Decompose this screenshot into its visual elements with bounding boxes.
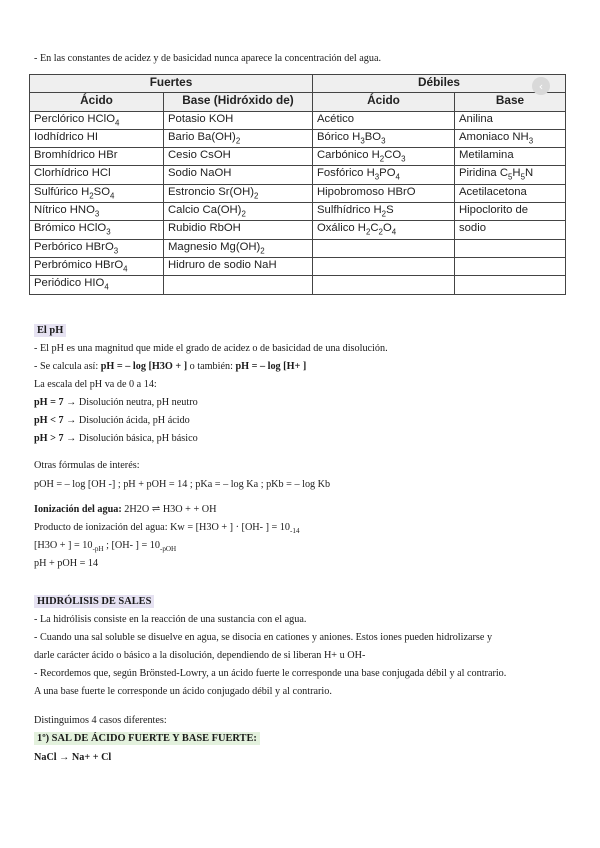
table-cell: Sodio NaOH [164,166,313,184]
ionic-product: Producto de ionización del agua: Kw = [H3O + ] · [OH- ] = $10_{-14}$ [34,522,300,536]
ph-poh-sum: pH + pOH = 14 [34,558,99,569]
column-header: Base [455,93,566,111]
table-row [30,166,566,184]
table-cell [313,257,455,275]
section-heading-hydrolysis: HIDRÓLISIS DE SALES [34,595,154,608]
table-cell: Bórico $H_3BO_3$ [313,129,455,147]
table-row [30,129,566,147]
section-heading-ph: El pH [34,324,66,337]
table-row [30,184,566,202]
table-cell: Nítrico $HNO_3$ [30,203,164,221]
table-cell: Sulfhídrico $H_2S$ [313,203,455,221]
case1-equation: NaCl → Na+ + Cl [34,752,112,763]
table-cell: Clorhídrico HCl [30,166,164,184]
table-cell: Sulfúrico $H_2SO_4$ [30,184,164,202]
table-group-header-row [30,75,566,93]
table-cell: Oxálico $H_2C_2O_4$ [313,221,455,239]
intro-note: - En las constantes de acidez y de basicidad nunca aparece la concentración del agua. [34,53,382,64]
table-row [30,276,566,294]
ph-case-acid: pH < 7 → Disolución ácida, pH ácido [34,415,190,426]
acid-base-table [29,74,565,299]
table-row [30,203,566,221]
table-cell: Metilamina [455,148,566,166]
table-cell: Rubidio RbOH [164,221,313,239]
table-cell [455,276,566,294]
group-header-weak: Débiles [313,75,566,93]
table-column-header-row [30,93,566,111]
table-cell: Iodhídrico HI [30,129,164,147]
column-header: Base (Hidróxido de) [164,93,313,111]
group-header-strong: Fuertes [30,75,313,93]
table-cell: Hipoclorito de [455,203,566,221]
table-cell: Calcio $Ca(OH)_2$ [164,203,313,221]
table-cell [455,239,566,257]
table-row [30,257,566,275]
table-cell: Fosfórico $H_3PO_4$ [313,166,455,184]
table-cell: Acetilacetona [455,184,566,202]
table-cell: Hidruro de sodio NaH [164,257,313,275]
ph-calculation: - Se calcula así: pH = – log [H3O + ] o también: pH = – log [H+ ] [34,361,307,372]
water-ionization: Ionización del agua: 2H2O ⇌ H3O + + OH [34,504,217,515]
hydrolysis-p2b: darle carácter ácido o básico a la disolución, dependiendo de si liberan H+ u OH- [34,650,366,661]
table-row [30,239,566,257]
chevron-left-icon[interactable]: ‹ [532,77,550,95]
table-cell: Hipobromoso HBrO [313,184,455,202]
hydrolysis-p1: - La hidrólisis consiste en la reacción de una sustancia con el agua. [34,614,307,625]
column-header: Ácido [30,93,164,111]
ph-scale: La escala del pH va de 0 a 14: [34,379,157,390]
table-cell: Estroncio $Sr(OH)_2$ [164,184,313,202]
table-cell: sodio [455,221,566,239]
other-formulas-label: Otras fórmulas de interés: [34,460,140,471]
case1-heading: 1º) SAL DE ÁCIDO FUERTE Y BASE FUERTE: [34,732,260,745]
table-cell [455,257,566,275]
ph-case-basic: pH > 7 → Disolución básica, pH básico [34,433,198,444]
cases-intro: Distinguimos 4 casos diferentes: [34,715,167,726]
concentration-relations: [H3O + ] = $10_{-pH}$ ; [OH- ] = $10_{-pOH}$ [34,540,177,554]
table-cell: Bario $Ba(OH)_2$ [164,129,313,147]
table-row [30,221,566,239]
other-formulas: pOH = – log [OH -] ; pH + pOH = 14 ; pKa = – log Ka ; pKb = – log Kb [34,479,331,490]
table-cell: Periódico $HIO_4$ [30,276,164,294]
table-cell [313,276,455,294]
ph-formula: pH = – log [H3O + ] [100,361,188,372]
table-cell [164,276,313,294]
table-cell: Bromhídrico HBr [30,148,164,166]
table-cell: Cesio CsOH [164,148,313,166]
ph-case-neutral: pH = 7 → Disolución neutra, pH neutro [34,397,198,408]
hydrolysis-p3a: - Recordemos que, según Brönsted-Lowry, a un ácido fuerte le corresponde una base conjugada débil y al contrario. [34,668,507,679]
table-cell: Perbórico HBrO$_3$ [30,239,164,257]
hydrolysis-p2a: - Cuando una sal soluble se disuelve en agua, se disocia en cationes y aniones. Estos iones pueden hidrolizarse y [34,632,493,643]
table-cell: Carbónico $H_2CO_3$ [313,148,455,166]
table-cell: Acético [313,111,455,129]
ph-formula-alt: pH = – log [H+ ] [235,361,307,372]
table-cell [313,239,455,257]
table-cell: Anilina [455,111,566,129]
hydrolysis-p3b: A una base fuerte le corresponde un ácido conjugado débil y al contrario. [34,686,332,697]
column-header: Ácido [313,93,455,111]
table-row [30,111,566,129]
table-cell: Perbrómico HBrO$_4$ [30,257,164,275]
table-cell: Brómico HClO$_3$ [30,221,164,239]
ph-definition: - El pH es una magnitud que mide el grado de acidez o de basicidad de una disolución. [34,343,388,354]
table-cell: Piridina $C_5H_5N$ [455,166,566,184]
table-row [30,148,566,166]
table-cell: Potasio KOH [164,111,313,129]
table-cell: Amoniaco $NH_3$ [455,129,566,147]
table-cell: Magnesio $Mg(OH)_2$ [164,239,313,257]
table-cell: Perclórico HClO$_4$ [30,111,164,129]
